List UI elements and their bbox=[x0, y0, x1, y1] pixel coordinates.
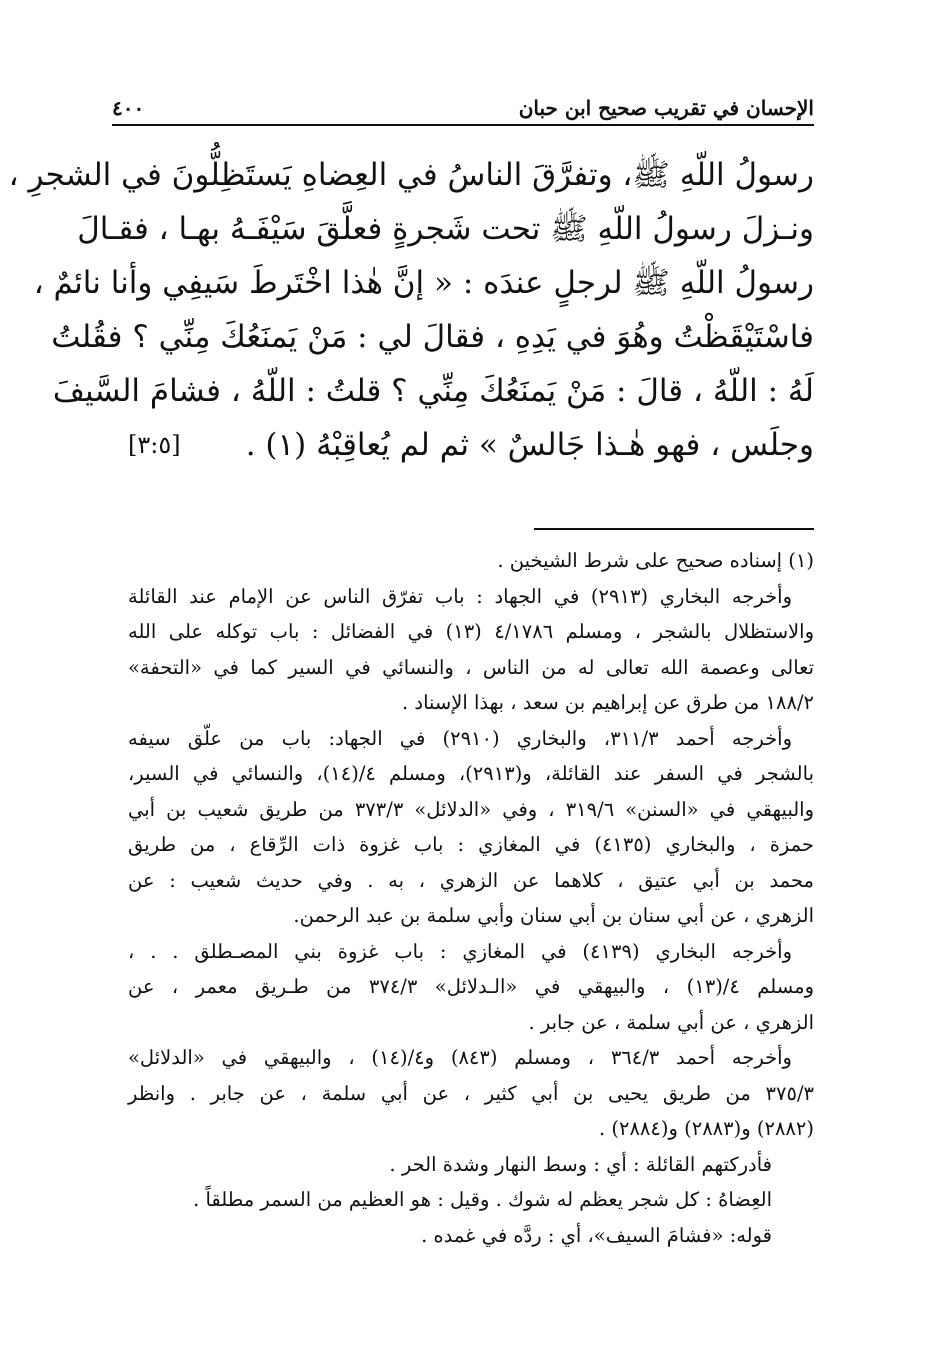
footnote-line: حمزة ، والبخاري (٤١٣٥) في المغازي : باب غزوة ذات الرِّقاع ، من طريق bbox=[128, 833, 814, 856]
footnote-line: والبيهقي في «السنن» ٣١٩/٦ ، وفي «الدلائل» ٣٧٣/٣ من طريق شعيب بن أبي bbox=[128, 797, 814, 821]
page-number: ٤٠٠ bbox=[112, 96, 145, 120]
header-rule bbox=[112, 124, 814, 126]
hadith-reference: [٣:٥] bbox=[128, 431, 181, 459]
footnote-line: محمد بن أبي عتيق ، كلاهما عن الزهري ، به . وفي حديث شعيب : عن bbox=[128, 868, 814, 892]
footnote-line: بالشجر في السفر عند القائلة، و(٢٩١٣)، ومسلم ٤/(١٤)، والنسائي في السير، bbox=[128, 762, 814, 785]
footnote-gloss: فأدركتهم القائلة : أي : وسط النهار وشدة الحر . bbox=[389, 1152, 772, 1176]
footnote-line: (٢٨٨٢) و(٢٨٨٣) و(٢٨٨٤) . bbox=[598, 1117, 814, 1140]
footnote-line: ومسلم ٤/(١٣) ، والبيهقي في «الـدلائل» ٣٧٤/٣ من طـريق معمر ، عن bbox=[128, 975, 815, 998]
hadith-line-1: رسولُ اللّهِ ﷺ، وتفرَّقَ الناسُ في العِضاهِ يَستَظِلُّونَ في الشجرِ ، bbox=[8, 157, 814, 193]
footnote-line: الزهري ، عن أبي سنان بن أبي سنان وأبي سلمة بن عبد الرحمن. bbox=[293, 904, 814, 927]
footnote-line: وأخرجه أحمد ٣١١/٣، والبخاري (٢٩١٠) في الجهاد: باب من علّق سيفه bbox=[128, 726, 792, 750]
hadith-line-6 bbox=[128, 418, 814, 472]
footnote-line: (١) إسناده صحيح على شرط الشيخين . bbox=[497, 549, 814, 572]
footnote-line: تعالى وعصمة الله تعالى له من الناس ، والنسائي في السير كما في «التحفة» bbox=[128, 655, 814, 679]
footnote-line: والاستظلال بالشجر ، ومسلم ٤/١٧٨٦ (١٣) في الفضائل : باب توكله على الله bbox=[128, 620, 815, 643]
hadith-text bbox=[8, 148, 814, 472]
footnote-line: وأخرجه البخاري (٢٩١٣) في الجهاد : باب تفرّق الناس عن الإمام عند القائلة bbox=[128, 584, 792, 608]
footnote-gloss: العِضاهُ : كل شجر يعظم له شوك . وقيل : هو العظيم من السمر مطلقاً . bbox=[193, 1188, 772, 1211]
hadith-line-4: فاسْتَيْقَظْتُ وهُوَ في يَدِهِ ، فقالَ لي : مَنْ يَمنَعُكَ مِنِّي ؟ فقُلتُ bbox=[51, 319, 814, 355]
hadith-last-text: وجلَس ، فهو هٰـذا جَالسٌ » ثم لم يُعاقِبْهُ (١) . bbox=[245, 427, 814, 463]
footnote-line: وأخرجه أحمد ٣٦٤/٣ ، ومسلم (٨٤٣) و٤/(١٤) ، والبيهقي في «الدلائل» bbox=[128, 1046, 792, 1069]
footnote-separator bbox=[534, 528, 814, 530]
footnote-line: وأخرجه البخاري (٤١٣٩) في المغازي : باب غزوة بني المصـطلق . . ، bbox=[128, 939, 792, 963]
footnote-line: ٣٧٥/٣ من طريق يحيى بن أبي كثير ، عن أبي سلمة ، عن جابر . وانظر bbox=[128, 1081, 814, 1105]
hadith-line-3: رسولُ اللّهِ ﷺ لرجلٍ عندَه : « إنَّ هٰذا اخْتَرطَ سَيفِي وأنا نائمٌ ، bbox=[33, 265, 814, 301]
hadith-line-2: ونـزلَ رسولُ اللّهِ ﷺ تحت شَجرةٍ فعلَّقَ سَيْفَـهُ بهـا ، فقـالَ bbox=[77, 211, 814, 247]
footnote-gloss: قوله: «فشامَ السيف»، أي : ردَّه في غمده . bbox=[421, 1223, 772, 1247]
footnotes bbox=[128, 543, 814, 1253]
footnote-line: ١٨٨/٢ من طرق عن إبراهيم بن سعد ، بهذا الإسناد . bbox=[402, 691, 814, 714]
hadith-line-5: لَهُ : اللّهُ ، قالَ : مَنْ يَمنَعُكَ مِنِّي ؟ قلتُ : اللّهُ ، فشامَ السَّيفَ bbox=[52, 373, 814, 409]
footnote-line: الزهري ، عن أبي سلمة ، عن جابر . bbox=[528, 1010, 814, 1034]
book-title: الإحسان في تقريب صحيح ابن حبان bbox=[518, 96, 814, 120]
running-header bbox=[112, 80, 814, 120]
